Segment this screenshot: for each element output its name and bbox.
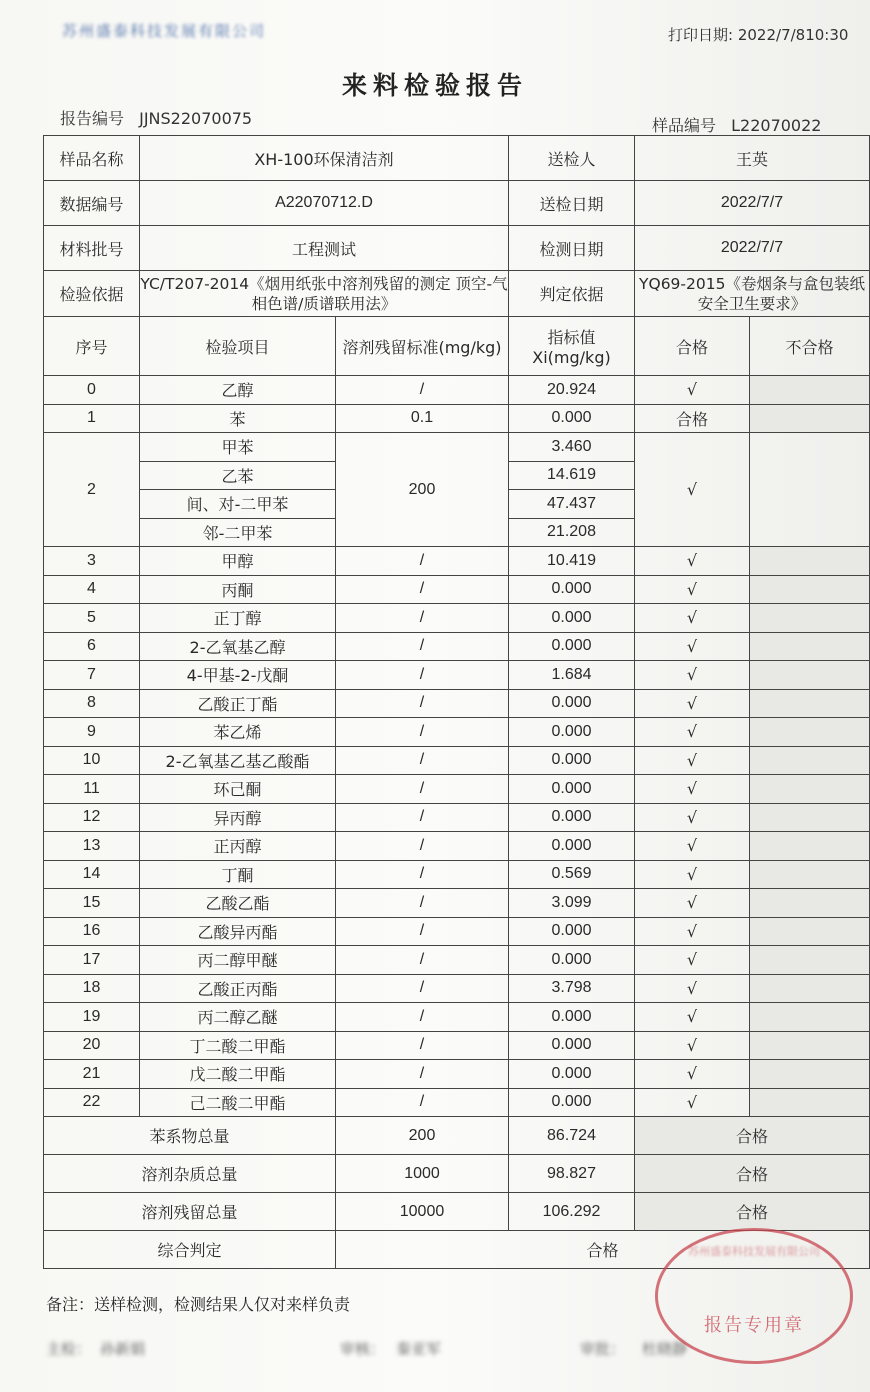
- item-pass: √: [635, 547, 750, 576]
- item-name: 戊二酸二甲酯: [140, 1060, 336, 1089]
- reviewer-name: 秦亚军: [396, 1340, 442, 1358]
- item-seq: 7: [44, 661, 140, 690]
- submitter-value: 王英: [635, 136, 870, 181]
- table-row: [44, 632, 870, 661]
- table-row: [44, 746, 870, 775]
- item-seq: 20: [44, 1031, 140, 1060]
- item-name: 乙酸异丙酯: [140, 917, 336, 946]
- table-row: [44, 775, 870, 804]
- item-pass: √: [635, 632, 750, 661]
- item-standard: /: [336, 718, 509, 747]
- item-name: 2-乙氧基乙基乙酸酯: [140, 746, 336, 775]
- item-value: 0.000: [509, 604, 635, 633]
- item-standard: /: [336, 661, 509, 690]
- report-seal: [655, 1228, 853, 1364]
- item-fail: [750, 575, 870, 604]
- item-standard: /: [336, 775, 509, 804]
- item-name: 苯乙烯: [140, 718, 336, 747]
- item-name: 乙酸乙酯: [140, 889, 336, 918]
- summary-value: 106.292: [509, 1193, 635, 1231]
- item-pass: √: [635, 1031, 750, 1060]
- report-title: 来料检验报告: [341, 71, 528, 100]
- item-standard: /: [336, 746, 509, 775]
- table-row: [44, 832, 870, 861]
- batch-label: 材料批号: [44, 226, 140, 271]
- item-pass: √: [635, 1060, 750, 1089]
- table-row: [44, 1088, 870, 1117]
- item-pass: √: [635, 746, 750, 775]
- item-value: 0.000: [509, 575, 635, 604]
- item-fail: [750, 974, 870, 1003]
- item-name: 丁酮: [140, 860, 336, 889]
- item-standard: /: [336, 946, 509, 975]
- summary-label: 苯系物总量: [44, 1117, 336, 1155]
- item-pass: √: [635, 575, 750, 604]
- item-name: 丙酮: [140, 575, 336, 604]
- approver-label: 审批：: [580, 1340, 626, 1358]
- test-date-label: 检测日期: [509, 226, 635, 271]
- item-pass: √: [635, 433, 750, 547]
- item-value: 0.000: [509, 917, 635, 946]
- item-standard: /: [336, 547, 509, 576]
- item-name: 甲醇: [140, 547, 336, 576]
- item-fail: [750, 860, 870, 889]
- col-value: 指标值Xi(mg/kg): [509, 317, 635, 376]
- item-value: 21.208: [509, 518, 635, 547]
- column-header-row: [44, 317, 870, 376]
- item-standard: /: [336, 860, 509, 889]
- sample-name-value: XH-100环保清洁剂: [140, 136, 509, 181]
- item-fail: [750, 661, 870, 690]
- item-value: 0.000: [509, 803, 635, 832]
- item-value: 0.000: [509, 1088, 635, 1117]
- table-row: [44, 860, 870, 889]
- table-row: [44, 974, 870, 1003]
- item-standard: /: [336, 1003, 509, 1032]
- table-row: [44, 917, 870, 946]
- table-row: [44, 604, 870, 633]
- item-value: 0.000: [509, 746, 635, 775]
- item-pass: √: [635, 775, 750, 804]
- item-fail: [750, 917, 870, 946]
- item-fail: [750, 404, 870, 433]
- summary-value: 98.827: [509, 1155, 635, 1193]
- table-row: [44, 376, 870, 405]
- item-name: 乙酸正丁酯: [140, 689, 336, 718]
- item-value: 0.000: [509, 1031, 635, 1060]
- table-row: [44, 404, 870, 433]
- col-standard: 溶剂残留标准(mg/kg): [336, 317, 509, 376]
- item-name: 丁二酸二甲酯: [140, 1031, 336, 1060]
- item-value: 0.000: [509, 689, 635, 718]
- item-name: 乙苯: [140, 461, 336, 490]
- table-row: [44, 547, 870, 576]
- item-name: 丙二醇乙醚: [140, 1003, 336, 1032]
- batch-value: 工程测试: [140, 226, 509, 271]
- item-seq: 15: [44, 889, 140, 918]
- sample-number: [652, 113, 821, 136]
- item-pass: √: [635, 376, 750, 405]
- info-row: [44, 136, 870, 181]
- basis-label: 检验依据: [44, 271, 140, 317]
- item-standard: /: [336, 1031, 509, 1060]
- item-seq: 3: [44, 547, 140, 576]
- item-name: 己二酸二甲酯: [140, 1088, 336, 1117]
- item-value: 0.000: [509, 718, 635, 747]
- item-seq: 18: [44, 974, 140, 1003]
- item-seq: 17: [44, 946, 140, 975]
- item-standard: /: [336, 1088, 509, 1117]
- item-fail: [750, 718, 870, 747]
- item-standard: /: [336, 889, 509, 918]
- item-pass: √: [635, 1088, 750, 1117]
- item-fail: [750, 376, 870, 405]
- item-fail: [750, 775, 870, 804]
- item-seq: 11: [44, 775, 140, 804]
- item-value: 47.437: [509, 490, 635, 519]
- item-seq: 0: [44, 376, 140, 405]
- col-fail: 不合格: [750, 317, 870, 376]
- judge-basis-value: YQ69-2015《卷烟条与盒包装纸安全卫生要求》: [635, 271, 870, 317]
- item-pass: √: [635, 946, 750, 975]
- item-fail: [750, 1003, 870, 1032]
- info-row: [44, 226, 870, 271]
- item-name: 苯: [140, 404, 336, 433]
- summary-standard: 200: [336, 1117, 509, 1155]
- remark: 备注：送样检测，检测结果人仅对来样负责: [46, 1295, 351, 1314]
- item-value: 3.460: [509, 433, 635, 462]
- company-name: 苏州盛泰科技发展有限公司: [62, 22, 267, 40]
- item-standard: /: [336, 575, 509, 604]
- item-standard: /: [336, 832, 509, 861]
- item-fail: [750, 946, 870, 975]
- item-seq: 6: [44, 632, 140, 661]
- table-row: [44, 718, 870, 747]
- item-name: 环己酮: [140, 775, 336, 804]
- summary-standard: 10000: [336, 1193, 509, 1231]
- item-seq: 19: [44, 1003, 140, 1032]
- item-seq: 9: [44, 718, 140, 747]
- item-seq: 21: [44, 1060, 140, 1089]
- summary-row: [44, 1155, 870, 1193]
- table-row: [44, 689, 870, 718]
- item-pass: √: [635, 1003, 750, 1032]
- item-standard: /: [336, 803, 509, 832]
- item-pass: √: [635, 718, 750, 747]
- table-row: [44, 889, 870, 918]
- item-fail: [750, 746, 870, 775]
- test-date-value: 2022/7/7: [635, 226, 870, 271]
- item-name: 正丁醇: [140, 604, 336, 633]
- judge-basis-label: 判定依据: [509, 271, 635, 317]
- summary-row: [44, 1117, 870, 1155]
- sample-name-label: 样品名称: [44, 136, 140, 181]
- item-standard: /: [336, 376, 509, 405]
- approver-name: 杜晓静: [642, 1340, 688, 1358]
- item-value: 14.619: [509, 461, 635, 490]
- inspection-table: [43, 135, 870, 1269]
- report-number: [60, 106, 252, 129]
- item-pass: √: [635, 689, 750, 718]
- item-pass: √: [635, 803, 750, 832]
- item-pass: 合格: [635, 404, 750, 433]
- item-pass: √: [635, 661, 750, 690]
- item-value: 0.000: [509, 404, 635, 433]
- table-row: [44, 946, 870, 975]
- item-value: 0.000: [509, 1003, 635, 1032]
- item-name: 邻-二甲苯: [140, 518, 336, 547]
- item-name: 正丙醇: [140, 832, 336, 861]
- item-value: 0.000: [509, 1060, 635, 1089]
- item-fail: [750, 632, 870, 661]
- table-row: [44, 433, 870, 462]
- summary-result: 合格: [635, 1155, 870, 1193]
- item-standard: /: [336, 1060, 509, 1089]
- item-standard: /: [336, 604, 509, 633]
- table-row: [44, 1003, 870, 1032]
- item-seq: 22: [44, 1088, 140, 1117]
- item-value: 0.000: [509, 775, 635, 804]
- col-item: 检验项目: [140, 317, 336, 376]
- overall-label: 综合判定: [44, 1231, 336, 1269]
- item-fail: [750, 547, 870, 576]
- summary-result: 合格: [635, 1193, 870, 1231]
- print-date-label: 打印日期:: [668, 26, 734, 44]
- reviewer-label: 审核：: [340, 1340, 386, 1358]
- sample-number-label: 样品编号: [652, 116, 717, 135]
- item-fail: [750, 433, 870, 547]
- info-row: [44, 181, 870, 226]
- item-fail: [750, 1031, 870, 1060]
- item-name: 2-乙氧基乙醇: [140, 632, 336, 661]
- summary-label: 溶剂杂质总量: [44, 1155, 336, 1193]
- item-value: 3.099: [509, 889, 635, 918]
- col-pass: 合格: [635, 317, 750, 376]
- item-value: 20.924: [509, 376, 635, 405]
- item-fail: [750, 689, 870, 718]
- table-row: [44, 1031, 870, 1060]
- item-value: 0.000: [509, 946, 635, 975]
- submitter-label: 送检人: [509, 136, 635, 181]
- item-fail: [750, 803, 870, 832]
- summary-value: 86.724: [509, 1117, 635, 1155]
- item-fail: [750, 832, 870, 861]
- item-seq: 4: [44, 575, 140, 604]
- data-number-label: 数据编号: [44, 181, 140, 226]
- report-number-value: JJNS22070075: [139, 109, 253, 128]
- item-seq: 1: [44, 404, 140, 433]
- item-name: 4-甲基-2-戊酮: [140, 661, 336, 690]
- item-seq: 2: [44, 433, 140, 547]
- item-seq: 8: [44, 689, 140, 718]
- summary-row: [44, 1193, 870, 1231]
- item-value: 3.798: [509, 974, 635, 1003]
- item-standard: /: [336, 689, 509, 718]
- report-number-label: 报告编号: [60, 109, 125, 128]
- info-row: [44, 271, 870, 317]
- item-pass: √: [635, 889, 750, 918]
- item-standard: /: [336, 974, 509, 1003]
- item-name: 甲苯: [140, 433, 336, 462]
- item-fail: [750, 604, 870, 633]
- summary-result: 合格: [635, 1117, 870, 1155]
- item-seq: 16: [44, 917, 140, 946]
- item-fail: [750, 1060, 870, 1089]
- editor-label: 主检：: [46, 1340, 92, 1358]
- summary-label: 溶剂残留总量: [44, 1193, 336, 1231]
- item-pass: √: [635, 604, 750, 633]
- table-row: [44, 661, 870, 690]
- item-seq: 14: [44, 860, 140, 889]
- item-pass: √: [635, 832, 750, 861]
- print-date: [668, 24, 848, 45]
- item-standard: 200: [336, 433, 509, 547]
- item-value: 10.419: [509, 547, 635, 576]
- seal-arc-text: 苏州盛泰科技发展有限公司: [688, 1245, 820, 1258]
- data-number-value: A22070712.D: [140, 181, 509, 226]
- summary-standard: 1000: [336, 1155, 509, 1193]
- table-row: [44, 803, 870, 832]
- item-name: 乙醇: [140, 376, 336, 405]
- submit-date-label: 送检日期: [509, 181, 635, 226]
- overall-result: 合格: [336, 1231, 870, 1269]
- item-pass: √: [635, 860, 750, 889]
- sample-number-value: L22070022: [731, 116, 822, 135]
- basis-value: YC/T207-2014《烟用纸张中溶剂残留的测定 顶空-气相色谱/质谱联用法》: [140, 271, 509, 317]
- item-value: 0.000: [509, 832, 635, 861]
- table-row: [44, 575, 870, 604]
- item-fail: [750, 889, 870, 918]
- item-seq: 10: [44, 746, 140, 775]
- item-value: 0.000: [509, 632, 635, 661]
- seal-text: 报告专用章: [704, 1315, 804, 1336]
- item-seq: 12: [44, 803, 140, 832]
- item-name: 丙二醇甲醚: [140, 946, 336, 975]
- editor-name: 孙新娟: [100, 1340, 146, 1358]
- item-standard: /: [336, 917, 509, 946]
- col-seq: 序号: [44, 317, 140, 376]
- item-name: 间、对-二甲苯: [140, 490, 336, 519]
- item-name: 乙酸正丙酯: [140, 974, 336, 1003]
- item-fail: [750, 1088, 870, 1117]
- item-value: 1.684: [509, 661, 635, 690]
- item-value: 0.569: [509, 860, 635, 889]
- submit-date-value: 2022/7/7: [635, 181, 870, 226]
- item-seq: 5: [44, 604, 140, 633]
- table-row: [44, 1060, 870, 1089]
- item-pass: √: [635, 917, 750, 946]
- print-date-value: 2022/7/810:30: [737, 26, 849, 44]
- item-name: 异丙醇: [140, 803, 336, 832]
- item-standard: 0.1: [336, 404, 509, 433]
- item-seq: 13: [44, 832, 140, 861]
- item-pass: √: [635, 974, 750, 1003]
- item-standard: /: [336, 632, 509, 661]
